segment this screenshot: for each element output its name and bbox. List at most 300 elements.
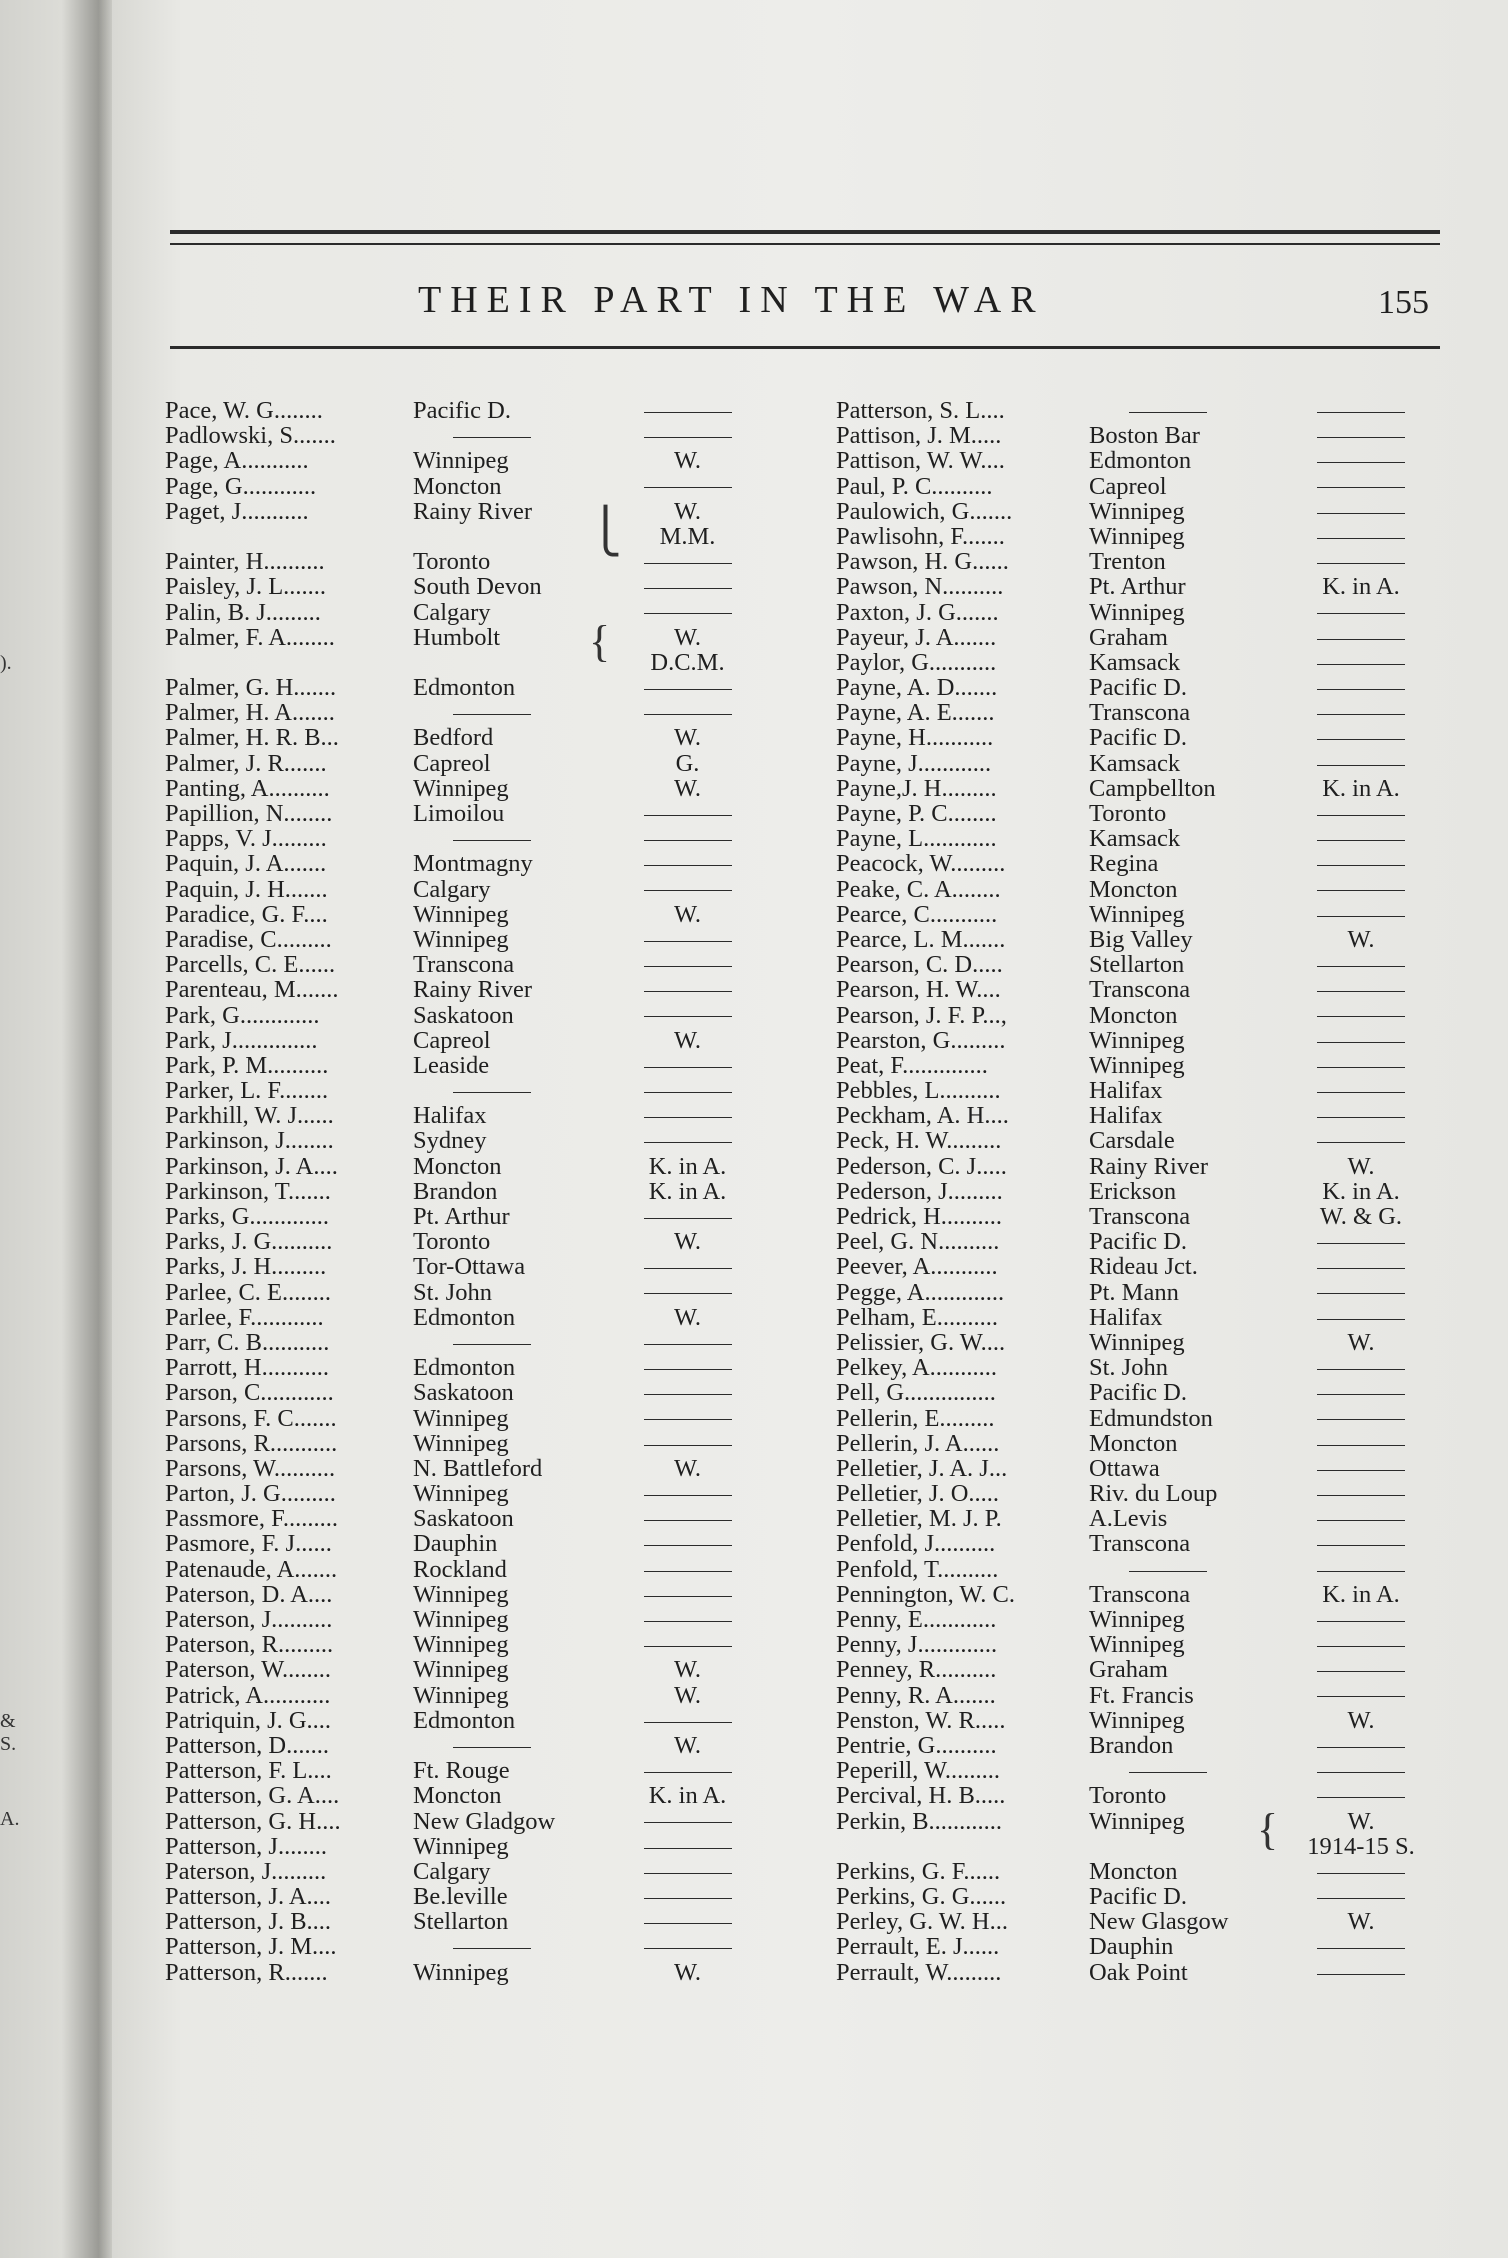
entry-name: Penney, R.......... [836, 1657, 997, 1683]
entry-name: Pellerin, J. A...... [836, 1430, 1000, 1456]
entry-name: Perkins, G. G...... [836, 1884, 1007, 1910]
entry-place: Moncton [1089, 1857, 1178, 1885]
blank-dash [644, 412, 732, 413]
entry-name: Pell, G............... [836, 1380, 996, 1406]
entry-mark: W. [1347, 1908, 1375, 1936]
entry-name: Peacock, W......... [836, 851, 1006, 877]
entry-mark [620, 1809, 755, 1834]
entry-name: Peever, A........... [836, 1254, 998, 1280]
blank-dash [1317, 1571, 1405, 1572]
blank-dash [1317, 462, 1405, 463]
entry-place: Ft. Rouge [413, 1757, 510, 1785]
entry-mark: W. [1347, 1706, 1375, 1734]
blank-dash [1317, 1696, 1405, 1697]
entry-place: Pt. Arthur [413, 1203, 510, 1230]
entry-mark: W. [673, 497, 701, 525]
entry-name: Payne, L............ [836, 826, 997, 852]
entry-name: Paterson, J......... [165, 1858, 327, 1884]
entry-place: Winnipeg [1089, 1606, 1185, 1633]
entry-name: Paterson, D. A.... [165, 1581, 333, 1607]
entry-name: Peck, H. W......... [836, 1128, 1002, 1154]
entry-name: Pelletier, J. O..... [836, 1481, 1000, 1507]
entry-mark: 1914-15 S. [1307, 1832, 1415, 1860]
entry-mark [1286, 625, 1436, 650]
entry-mark [1286, 474, 1436, 499]
entry-place: Transcona [1089, 699, 1191, 727]
entry-place: Leaside [413, 1051, 490, 1079]
entry-mark [1286, 1053, 1436, 1078]
blank-dash [644, 487, 732, 488]
entry-name: Park, J.............. [165, 1027, 318, 1053]
entry-mark [1286, 1481, 1436, 1506]
entry-name: Pelham, E.......... [836, 1304, 998, 1330]
entry-name: Paul, P. C.......... [836, 473, 993, 499]
blank-dash [644, 966, 732, 967]
entry-place: Transcona [1089, 1203, 1191, 1230]
entry-name: Papps, V. J......... [165, 826, 327, 852]
entry-place: Rainy River [413, 976, 533, 1004]
blank-dash [644, 1621, 732, 1622]
entry-name: Park, P. M.......... [165, 1052, 329, 1078]
entry-name: Park, G............. [165, 1002, 320, 1028]
blank-dash [644, 840, 732, 841]
entry-place: Moncton [413, 1782, 502, 1810]
entry-mark [1286, 448, 1436, 473]
entry-place: Tor-Ottawa [413, 1253, 526, 1281]
entry-place: Transcona [413, 951, 515, 979]
entry-name: Percival, H. B..... [836, 1783, 1006, 1809]
blank-dash [1317, 1495, 1405, 1496]
blank-dash [1317, 538, 1405, 539]
entry-mark [620, 1758, 755, 1783]
entry-place: Graham [1089, 623, 1168, 651]
entry-mark [620, 952, 755, 977]
entry-name: Peake, C. A........ [836, 876, 1001, 902]
entry-place: Calgary [413, 1857, 491, 1885]
blank-dash [644, 1923, 732, 1924]
entry-place: Limoilou [413, 800, 505, 827]
entry-name: Patterson, J. M.... [165, 1934, 337, 1960]
blank-dash [644, 1293, 732, 1294]
blank-dash [644, 991, 732, 992]
entry-mark [620, 1708, 755, 1733]
blank-dash [644, 1419, 732, 1420]
entry-mark [1286, 851, 1436, 876]
entry-place: Calgary [413, 598, 491, 626]
entry-mark [1286, 1406, 1436, 1431]
entry-name: Pasmore, F. J...... [165, 1531, 332, 1557]
entry-name: Padlowski, S....... [165, 423, 336, 449]
blank-dash [1317, 1092, 1405, 1093]
entry-name: Payne, H........... [836, 725, 994, 751]
entry-name: Patterson, J. B.... [165, 1909, 332, 1935]
blank-dash [1317, 437, 1405, 438]
entry-place: Toronto [413, 548, 491, 576]
blank-dash [644, 1092, 732, 1093]
entry-place: Moncton [1089, 1001, 1178, 1029]
entry-place: Transcona [1089, 1530, 1191, 1558]
entry-mark: G. [675, 749, 700, 777]
entry-place: Winnipeg [413, 1958, 509, 1986]
entry-place: Pt. Arthur [1089, 573, 1186, 601]
entry-mark [1286, 423, 1436, 448]
entry-mark [620, 1406, 755, 1431]
blank-dash [1317, 412, 1405, 413]
blank-dash [1317, 966, 1405, 967]
entry-name: Patenaude, A....... [165, 1556, 338, 1582]
blank-dash [644, 1898, 732, 1899]
entry-place: Calgary [413, 875, 491, 903]
blank-dash [1317, 613, 1405, 614]
entry-name: Paulowich, G....... [836, 498, 1013, 524]
blank-dash [1317, 1268, 1405, 1269]
entry-mark [1286, 1607, 1436, 1632]
entry-place: Edmonton [413, 1303, 516, 1331]
entry-mark [1286, 1632, 1436, 1657]
entry-mark [1286, 1380, 1436, 1405]
facing-page-edge [0, 0, 30, 2258]
blank-dash [644, 1646, 732, 1647]
entry-name: Penny, R. A....... [836, 1682, 996, 1708]
blank-dash [644, 890, 732, 891]
entry-place: Winnipeg [413, 447, 509, 475]
blank-dash [1317, 765, 1405, 766]
entry-mark [1286, 1783, 1436, 1808]
entry-mark [1286, 877, 1436, 902]
entry-place: Winnipeg [413, 1631, 509, 1659]
entry-name: Peperill, W......... [836, 1758, 1001, 1784]
entry-place: New Glasgow [1089, 1908, 1229, 1936]
entry-name: Parlee, C. E........ [165, 1279, 332, 1305]
entry-place: Halifax [413, 1102, 487, 1130]
entry-name: Patterson, J. A.... [165, 1884, 332, 1910]
entry-name: Peel, G. N.......... [836, 1229, 1000, 1255]
entry-mark [1286, 751, 1436, 776]
entry-mark [1286, 1456, 1436, 1481]
entry-name: Paquin, J. A....... [165, 851, 327, 877]
entry-mark [620, 1834, 755, 1859]
blank-dash [1317, 1948, 1405, 1949]
entry-place: N. Battleford [413, 1454, 543, 1482]
entry-place: Saskatoon [413, 1505, 514, 1533]
blank-dash [644, 1822, 732, 1823]
entry-name: Paquin, J. H....... [165, 876, 328, 902]
entry-mark [1286, 1657, 1436, 1682]
entry-place: Winnipeg [1089, 1328, 1185, 1356]
entry-name: Patterson, J........ [165, 1833, 327, 1859]
header-rule-bottom [170, 346, 1440, 349]
entry-name: Pattison, W. W.... [836, 448, 1005, 474]
entry-place: Edmundston [1089, 1404, 1213, 1432]
blank-dash [1317, 513, 1405, 514]
blank-dash [1317, 1142, 1405, 1143]
entry-place: Moncton [1089, 875, 1178, 903]
entry-name: Pennington, W. C. [836, 1581, 1016, 1607]
blank-dash [1317, 1369, 1405, 1370]
blank-dash [1317, 714, 1405, 715]
entry-place: Winnipeg [1089, 497, 1185, 525]
blank-dash [1317, 1445, 1405, 1446]
entry-place: Rainy River [413, 497, 533, 525]
entry-mark: D.C.M. [650, 648, 725, 676]
entry-place: Winnipeg [413, 1580, 509, 1608]
entry-place: Sydney [413, 1127, 487, 1155]
entry-mark [1286, 1355, 1436, 1380]
entry-name: Payne, J............ [836, 750, 992, 776]
blank-dash [644, 1722, 732, 1723]
blank-dash [644, 865, 732, 866]
entry-mark [620, 1909, 755, 1934]
entry-place: Dauphin [413, 1530, 498, 1558]
blank-dash [644, 714, 732, 715]
entry-mark [620, 1582, 755, 1607]
entry-place: Winnipeg [1089, 1631, 1185, 1659]
blank-dash [1317, 1873, 1405, 1874]
entry-place: Rockland [413, 1555, 507, 1583]
entry-name: Paget, J........... [165, 498, 309, 524]
entry-name: Penny, J............. [836, 1632, 998, 1658]
entry-name: Pegge, A............. [836, 1279, 1005, 1305]
entry-place: Stellarton [1089, 951, 1185, 979]
entry-place: Montmagny [413, 850, 533, 878]
brace-glyph: { [589, 617, 611, 666]
entry-mark [1286, 499, 1436, 524]
blank-dash [1317, 991, 1405, 992]
entry-name: Paisley, J. L....... [165, 574, 327, 600]
entry-place: New Gladgow [413, 1807, 556, 1835]
blank-dash [1317, 739, 1405, 740]
entry-mark [620, 1204, 755, 1229]
entry-place: Stellarton [413, 1908, 509, 1936]
blank-dash [1317, 1419, 1405, 1420]
entry-place: Kamsack [1089, 648, 1181, 676]
entry-name: Peckham, A. H.... [836, 1103, 1009, 1129]
blank-dash [1317, 1067, 1405, 1068]
blank-dash [644, 588, 732, 589]
entry-mark: W. [673, 1681, 701, 1709]
entry-mark [1286, 1280, 1436, 1305]
entry-mark: M.M. [659, 522, 716, 550]
blank-dash [1317, 916, 1405, 917]
entry-name: Papillion, N........ [165, 801, 333, 826]
entry-name: Penfold, T.......... [836, 1556, 999, 1582]
entry-place: Campbellton [1089, 774, 1216, 802]
entry-mark [620, 1607, 755, 1632]
blank-dash [1317, 563, 1405, 564]
entry-place: A.Levis [1089, 1505, 1168, 1533]
entry-mark [1286, 1758, 1436, 1783]
entry-mark [1286, 1305, 1436, 1330]
entry-mark [1286, 524, 1436, 549]
facing-page-fragment: S. [0, 1733, 17, 1755]
blank-dash [453, 714, 531, 715]
entry-mark [1286, 1934, 1436, 1959]
blank-dash [1317, 1394, 1405, 1395]
entry-name: Parsons, W.......... [165, 1455, 336, 1481]
entry-place: Trenton [1089, 548, 1166, 576]
entry-name: Parson, C............ [165, 1380, 334, 1406]
entry-place: Winnipeg [413, 1429, 509, 1457]
entry-mark [1286, 1254, 1436, 1279]
entry-place: Winnipeg [413, 1606, 509, 1633]
blank-dash [1317, 1042, 1405, 1043]
entry-mark [1286, 1028, 1436, 1053]
entry-mark [620, 1330, 755, 1355]
entry-mark [620, 1431, 755, 1456]
entry-name: Pearson, C. D..... [836, 952, 1003, 978]
page-header-title: THEIR PART IN THE WAR [418, 279, 1045, 321]
entry-name: Parker, L. F........ [165, 1078, 329, 1104]
entry-name: Parton, J. G......... [165, 1481, 336, 1507]
entry-name: Patterson, S. L.... [836, 398, 1005, 423]
entry-mark [1286, 725, 1436, 750]
entry-name: Pawson, H. G...... [836, 549, 1009, 575]
entry-mark [620, 1078, 755, 1103]
blank-dash [1317, 1319, 1405, 1320]
entry-mark: W. [673, 1303, 701, 1331]
entry-place: Pacific D. [1089, 1379, 1187, 1407]
entry-name: Patterson, R....... [165, 1959, 328, 1985]
entry-name: Pelletier, J. A. J... [836, 1455, 1008, 1481]
entry-name: Penfold, J.......... [836, 1531, 996, 1557]
entry-name: Parenteau, M....... [165, 977, 339, 1003]
blank-dash [1129, 1571, 1207, 1572]
entry-mark [620, 700, 755, 725]
entry-name: Pellerin, E......... [836, 1405, 995, 1431]
blank-dash [644, 1394, 732, 1395]
entry-place: Capreol [1089, 472, 1167, 500]
entry-name: Palmer, J. R....... [165, 750, 327, 776]
entry-mark [1286, 1003, 1436, 1028]
entry-name: Parsons, F. C....... [165, 1405, 337, 1431]
entry-place: Saskatoon [413, 1379, 514, 1407]
entry-place: Capreol [413, 749, 491, 777]
entry-mark [1286, 1557, 1436, 1582]
entry-place: Kamsack [1089, 825, 1181, 853]
entry-mark [620, 423, 755, 448]
blank-dash [644, 1369, 732, 1370]
blank-dash [1317, 1621, 1405, 1622]
entry-name: Parkhill, W. J...... [165, 1103, 334, 1129]
page-number: 155 [1378, 284, 1429, 321]
blank-dash [644, 1117, 732, 1118]
entry-mark [620, 600, 755, 625]
entry-name: Perrault, W......... [836, 1959, 1002, 1985]
blank-dash [1317, 1747, 1405, 1748]
entry-name: Passmore, F......... [165, 1506, 338, 1532]
entry-name: Perkin, B............ [836, 1808, 1003, 1834]
entry-place: Winnipeg [1089, 522, 1185, 550]
entry-place: Boston Bar [1089, 422, 1200, 450]
entry-mark [1286, 600, 1436, 625]
entry-name: Pelissier, G. W.... [836, 1329, 1006, 1355]
blank-dash [644, 1848, 732, 1849]
entry-mark: W. [1347, 1152, 1375, 1180]
entry-name: Payeur, J. A....... [836, 624, 997, 650]
blank-dash [644, 437, 732, 438]
blank-dash [1317, 1974, 1405, 1975]
entry-name: Palmer, F. A........ [165, 624, 335, 650]
entry-mark [620, 977, 755, 1002]
entry-mark [620, 801, 755, 826]
entry-mark [1286, 952, 1436, 977]
entry-mark [1286, 1103, 1436, 1128]
entry-mark [620, 877, 755, 902]
entry-name: Payne, A. E....... [836, 700, 995, 726]
entry-mark [1286, 398, 1436, 423]
entry-mark [620, 1003, 755, 1028]
entry-place: Winnipeg [413, 774, 509, 802]
blank-dash [1317, 840, 1405, 841]
blank-dash [1317, 1293, 1405, 1294]
entry-name: Palin, B. J......... [165, 599, 321, 625]
entry-name: Parcells, C. E...... [165, 952, 336, 978]
entry-mark: K. in A. [648, 1782, 727, 1810]
entry-mark [620, 1380, 755, 1405]
entry-name: Patterson, F. L.... [165, 1758, 332, 1784]
entry-name: Paxton, J. G....... [836, 599, 999, 625]
entry-mark [1286, 801, 1436, 826]
blank-dash [644, 1268, 732, 1269]
entry-mark: K. in A. [1322, 573, 1400, 601]
entry-mark: K. in A. [1322, 1580, 1400, 1608]
blank-dash [453, 1948, 531, 1949]
entry-place: Winnipeg [1089, 1807, 1185, 1835]
blank-dash [644, 941, 732, 942]
entry-name: Pearson, J. F. P..., [836, 1002, 1007, 1028]
entry-place: Toronto [1089, 1782, 1167, 1810]
entry-name: Paterson, W........ [165, 1657, 332, 1683]
entry-name: Page, A........... [165, 448, 309, 474]
entry-place: Graham [1089, 1656, 1168, 1684]
entry-mark: K. in A. [1322, 774, 1400, 802]
entry-place: Winnipeg [1089, 900, 1185, 928]
entry-place: Pacific D. [1089, 674, 1187, 702]
entry-place: Transcona [1089, 976, 1191, 1004]
entry-place: Winnipeg [413, 1681, 509, 1709]
entry-mark [1286, 826, 1436, 851]
blank-dash [1317, 1646, 1405, 1647]
entry-place: Riv. du Loup [1089, 1480, 1218, 1508]
entry-name: Parrott, H........... [165, 1355, 329, 1381]
entry-name: Panting, A.......... [165, 775, 330, 801]
entry-mark: W. [673, 1958, 701, 1986]
blank-dash [1317, 487, 1405, 488]
entry-name: Paterson, R......... [165, 1632, 334, 1658]
entry-name: Paradice, G. F.... [165, 901, 328, 927]
blank-dash [644, 689, 732, 690]
entry-place: Pacific D. [1089, 1883, 1187, 1911]
entry-place: Transcona [1089, 1580, 1191, 1608]
entry-place: Pacific D. [413, 397, 511, 424]
blank-dash [644, 1495, 732, 1496]
entry-name: Pawlisohn, F....... [836, 523, 1005, 549]
entry-place: Moncton [1089, 1429, 1178, 1457]
entry-place: Regina [1089, 850, 1159, 878]
entry-name: Paradise, C......... [165, 926, 332, 952]
entry-mark [1286, 675, 1436, 700]
blank-dash [453, 437, 531, 438]
entry-place: Saskatoon [413, 1001, 514, 1029]
entry-mark: W. [1347, 1807, 1375, 1835]
entry-mark [620, 1934, 755, 1959]
blank-dash [1317, 815, 1405, 816]
header-rule-second [170, 243, 1440, 245]
entry-name: Payne, P. C........ [836, 801, 997, 826]
blank-dash [1317, 1016, 1405, 1017]
entry-name: Patriquin, J. G.... [165, 1707, 332, 1733]
entry-place: Carsdale [1089, 1127, 1175, 1155]
